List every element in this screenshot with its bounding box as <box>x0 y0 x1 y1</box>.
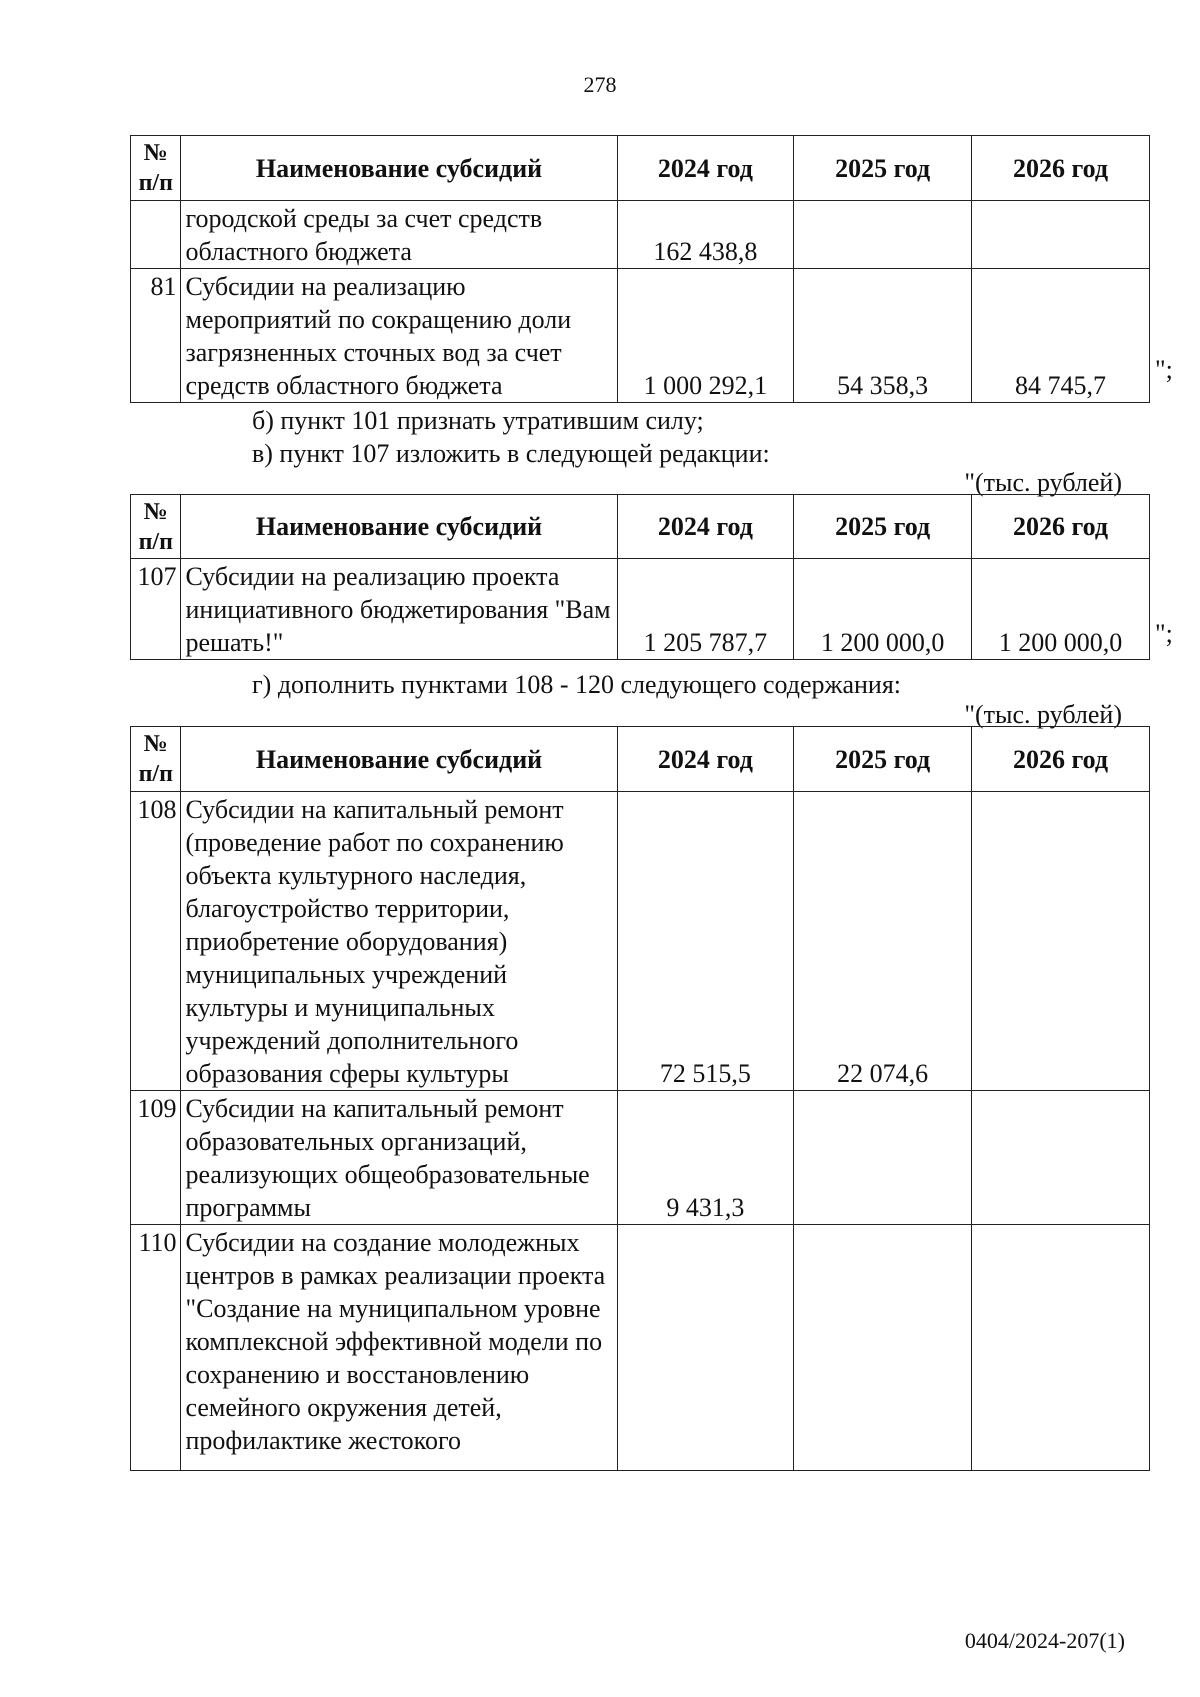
row-num: 107 <box>131 559 181 660</box>
row-2025 <box>794 1225 972 1471</box>
row-2025: 22 074,6 <box>794 792 972 1091</box>
table2-closing-quote: "; <box>1155 619 1173 648</box>
header-num: № п/п <box>131 727 181 792</box>
row-2024: 72 515,5 <box>617 792 794 1091</box>
row-2026 <box>972 1091 1150 1225</box>
header-num: № п/п <box>131 495 181 559</box>
subsidies-table-108-120 <box>130 726 1150 1471</box>
header-2025: 2025 год <box>794 495 972 559</box>
row-num <box>131 201 181 269</box>
row-num: 110 <box>131 1225 181 1471</box>
row-name: Субсидии на капитальный ремонт (проведение работ по сохранению объекта культурного наследия, благоустройство территории, приобретение оборудования) муниципальных учреждений культуры и муниципальных учреждений дополнительного образования сферы культуры <box>181 792 617 1091</box>
row-2026 <box>972 792 1150 1091</box>
page-number: 278 <box>583 72 617 97</box>
table-row <box>131 1225 1150 1471</box>
row-2026 <box>972 201 1150 269</box>
unit-label-1: "(тыс. рублей) <box>964 468 1122 497</box>
table-row <box>131 1091 1150 1225</box>
header-name: Наименование субсидий <box>181 495 617 559</box>
row-name: Субсидии на создание молодежных центров в рамках реализации проекта "Создание на муниципальном уровне комплексной эффективной модели по сохранению и восстановлению семейного окружения детей, профилактике жестокого <box>181 1225 617 1471</box>
row-num: 81 <box>131 269 181 403</box>
row-2025: 1 200 000,0 <box>794 559 972 660</box>
document-code: 0404/2024-207(1) <box>964 1628 1125 1653</box>
row-2025: 54 358,3 <box>794 269 972 403</box>
paragraph-g: г) дополнить пунктами 108 - 120 следующего содержания: <box>252 670 902 699</box>
header-num: № п/п <box>131 136 181 201</box>
subsidies-table-continuation <box>130 135 1150 403</box>
header-name: Наименование субсидий <box>181 136 617 201</box>
row-2024: 1 205 787,7 <box>617 559 794 660</box>
header-2024: 2024 год <box>617 495 794 559</box>
unit-label-2: "(тыс. рублей) <box>964 700 1122 729</box>
row-num: 108 <box>131 792 181 1091</box>
paragraph-v: в) пункт 107 изложить в следующей редакции: <box>252 439 770 468</box>
table-row <box>131 201 1150 269</box>
row-2024: 1 000 292,1 <box>617 269 794 403</box>
header-2025: 2025 год <box>794 727 972 792</box>
header-2026: 2026 год <box>972 495 1150 559</box>
row-2025 <box>794 1091 972 1225</box>
header-2024: 2024 год <box>617 727 794 792</box>
row-2026: 84 745,7 <box>972 269 1150 403</box>
header-2025: 2025 год <box>794 136 972 201</box>
row-2026: 1 200 000,0 <box>972 559 1150 660</box>
row-name: Субсидии на капитальный ремонт образовательных организаций, реализующих общеобразовательные программы <box>181 1091 617 1225</box>
row-name: Субсидии на реализацию мероприятий по сокращению доли загрязненных сточных вод за счет средств областного бюджета <box>181 269 617 403</box>
subsidies-table-107 <box>130 494 1150 660</box>
paragraph-b: б) пункт 101 признать утратившим силу; <box>252 406 704 435</box>
row-2024: 9 431,3 <box>617 1091 794 1225</box>
header-name: Наименование субсидий <box>181 727 617 792</box>
table-row <box>131 559 1150 660</box>
header-2026: 2026 год <box>972 727 1150 792</box>
header-2024: 2024 год <box>617 136 794 201</box>
row-2025 <box>794 201 972 269</box>
table-row <box>131 269 1150 403</box>
table1-closing-quote: "; <box>1155 355 1173 384</box>
table-row <box>131 792 1150 1091</box>
header-2026: 2026 год <box>972 136 1150 201</box>
row-name: городской среды за счет средств областного бюджета <box>181 201 617 269</box>
row-2026 <box>972 1225 1150 1471</box>
row-2024 <box>617 1225 794 1471</box>
row-num: 109 <box>131 1091 181 1225</box>
row-name: Субсидии на реализацию проекта инициативного бюджетирования "Вам решать!" <box>181 559 617 660</box>
row-2024: 162 438,8 <box>617 201 794 269</box>
